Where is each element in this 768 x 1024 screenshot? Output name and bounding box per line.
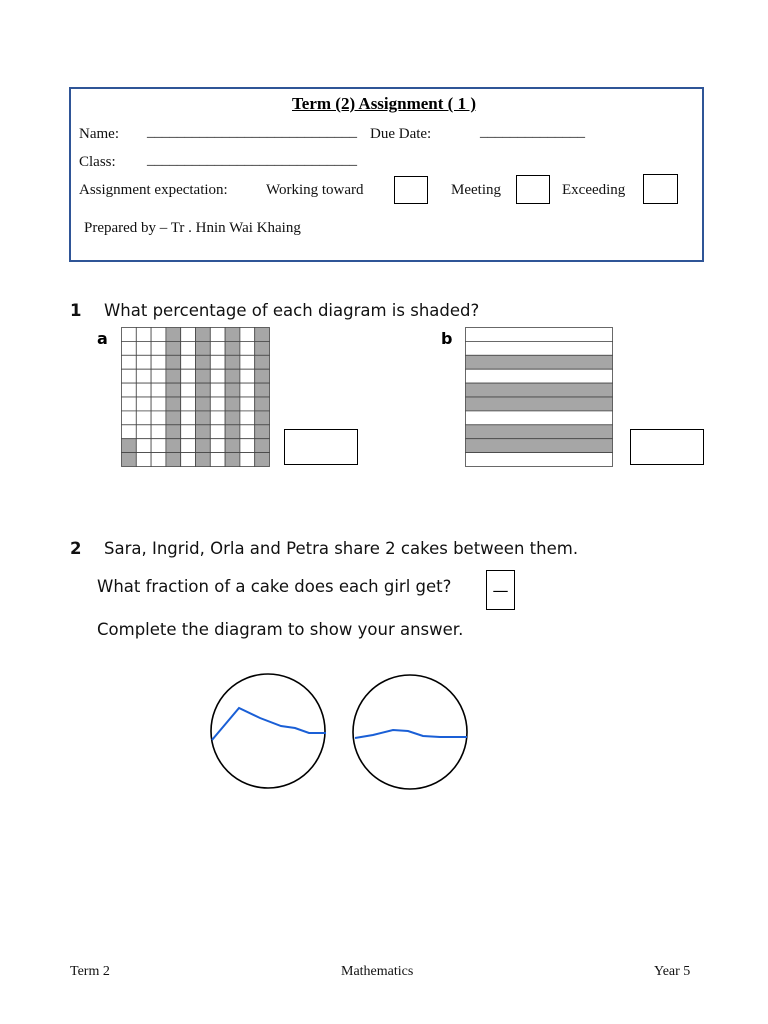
grid-a-cell	[151, 383, 166, 397]
grid-a-cell	[240, 355, 255, 369]
grid-a-cell	[181, 341, 196, 355]
grid-a-cell	[240, 369, 255, 383]
grid-a-cell	[240, 411, 255, 425]
grid-a-cell	[151, 341, 166, 355]
grid-a-cell	[225, 355, 240, 369]
grid-a-cell	[255, 453, 270, 467]
grid-a-cell	[210, 341, 225, 355]
due-date-field[interactable]: ______________	[480, 124, 585, 140]
grid-a-cell	[136, 369, 151, 383]
question-1-number: 1	[70, 301, 82, 320]
grid-a-cell	[181, 453, 196, 467]
grid-a-cell	[240, 341, 255, 355]
grid-a-cell	[151, 439, 166, 453]
grid-a-cell	[196, 397, 211, 411]
grid-a-cell	[196, 425, 211, 439]
grid-a-cell	[136, 411, 151, 425]
question-2	[70, 539, 578, 558]
grid-a-cell	[210, 397, 225, 411]
grid-a-cell	[196, 411, 211, 425]
class-label: Class:	[79, 154, 116, 170]
grid-a-cell	[240, 453, 255, 467]
expectation-label: Assignment expectation:	[79, 182, 228, 198]
grid-a-cell	[210, 425, 225, 439]
grid-a-cell	[181, 397, 196, 411]
grid-a-cell	[225, 397, 240, 411]
grid-a-cell	[255, 425, 270, 439]
grid-a-cell	[181, 369, 196, 383]
grid-a-cell	[196, 439, 211, 453]
grid-a-cell	[240, 383, 255, 397]
footer-subject: Mathematics	[341, 964, 414, 979]
cake-1-circle[interactable]	[211, 674, 325, 788]
grid-a-cell	[210, 411, 225, 425]
question-1-text: What percentage of each diagram is shaded?	[103, 301, 480, 320]
grid-a-cell	[166, 453, 181, 467]
name-field[interactable]: ____________________________	[147, 124, 357, 140]
grid-a-cell	[255, 439, 270, 453]
question-2-instruction: Complete the diagram to show your answer.	[97, 620, 464, 639]
grid-a-cell	[166, 397, 181, 411]
grid-a-cell	[122, 397, 137, 411]
grid-a-cell	[122, 341, 137, 355]
grid-a-cell	[166, 369, 181, 383]
grid-a-cell	[166, 425, 181, 439]
expectation-working-toward-label: Working toward	[266, 182, 364, 198]
grid-a-cell	[136, 453, 151, 467]
question-1	[70, 301, 479, 320]
grid-a-cell	[136, 383, 151, 397]
grid-a-cell	[196, 355, 211, 369]
stripe-b-row	[466, 328, 613, 342]
grid-a-cell	[122, 383, 137, 397]
grid-a-cell	[196, 328, 211, 342]
prepared-by: Prepared by – Tr . Hnin Wai Khaing	[84, 220, 301, 236]
footer-term: Term 2	[70, 964, 110, 979]
grid-a-cell	[166, 355, 181, 369]
grid-a-cell	[136, 341, 151, 355]
grid-a-cell	[255, 328, 270, 342]
grid-a-cell	[166, 383, 181, 397]
grid-a-cell	[166, 341, 181, 355]
stripe-b-row	[466, 411, 613, 425]
stripe-b-row	[466, 397, 613, 411]
grid-a-cell	[181, 425, 196, 439]
grid-a-cell	[136, 397, 151, 411]
question-2-text: Sara, Ingrid, Orla and Petra share 2 cakes between them.	[103, 539, 579, 558]
grid-a-cell	[240, 439, 255, 453]
grid-a-cell	[225, 439, 240, 453]
grid-a-cell	[151, 355, 166, 369]
assignment-title: Term (2) Assignment ( 1 )	[292, 94, 476, 113]
grid-a-cell	[240, 425, 255, 439]
grid-a-cell	[122, 439, 137, 453]
grid-a-cell	[210, 328, 225, 342]
grid-a-cell	[122, 355, 137, 369]
stripe-b-row	[466, 341, 613, 355]
stripe-b-row	[466, 383, 613, 397]
grid-a-cell	[181, 355, 196, 369]
grid-a-cell	[225, 341, 240, 355]
grid-a-cell	[122, 453, 137, 467]
grid-a-cell	[255, 397, 270, 411]
meeting-checkbox[interactable]	[516, 175, 550, 204]
cake-1-pen-line	[212, 708, 326, 740]
stripe-b-row	[466, 425, 613, 439]
grid-a-cell	[181, 411, 196, 425]
grid-a-cell	[122, 411, 137, 425]
stripe-b-row	[466, 355, 613, 369]
question-2-number: 2	[70, 539, 82, 558]
grid-a-cell	[122, 369, 137, 383]
fraction-answer-box[interactable]	[486, 570, 515, 610]
stripe-b-rows	[466, 328, 613, 467]
grid-a-cell	[151, 397, 166, 411]
grid-a-cell	[225, 425, 240, 439]
stripe-diagram-b	[465, 327, 614, 468]
working-toward-checkbox[interactable]	[394, 176, 428, 204]
due-date-label: Due Date:	[370, 126, 432, 142]
grid-a-cell	[166, 328, 181, 342]
expectation-meeting-label: Meeting	[451, 182, 501, 198]
grid-a-cell	[136, 328, 151, 342]
part-a-label: a	[97, 329, 108, 348]
grid-a-cell	[225, 453, 240, 467]
grid-a-cell	[210, 369, 225, 383]
cake-diagram	[205, 672, 475, 792]
grid-a-cell	[210, 439, 225, 453]
stripe-b-row	[466, 439, 613, 453]
grid-a-cell	[166, 411, 181, 425]
grid-a-cell	[181, 328, 196, 342]
grid-a-cell	[151, 328, 166, 342]
grid-a-cell	[196, 453, 211, 467]
grid-a-cell	[240, 397, 255, 411]
answer-box-a[interactable]	[284, 429, 358, 465]
grid-a-cell	[166, 439, 181, 453]
cake-2-pen-line	[355, 730, 467, 738]
expectation-exceeding-label: Exceeding	[562, 182, 626, 198]
grid-a-cell	[210, 453, 225, 467]
footer-year: Year 5	[654, 964, 691, 979]
grid-a-cell	[136, 355, 151, 369]
grid-a-cell	[136, 439, 151, 453]
answer-box-b[interactable]	[630, 429, 704, 465]
grid-a-cell	[181, 383, 196, 397]
stripe-b-row	[466, 453, 613, 467]
grid-a-cell	[225, 328, 240, 342]
exceeding-checkbox[interactable]	[643, 174, 678, 204]
fraction-bar: —	[492, 580, 509, 600]
grid-a-cell	[225, 411, 240, 425]
question-2-prompt: What fraction of a cake does each girl get?	[97, 577, 452, 596]
grid-a-cell	[151, 411, 166, 425]
grid-a-cell	[151, 453, 166, 467]
grid-a-cell	[255, 355, 270, 369]
part-b-label: b	[441, 329, 453, 348]
grid-a-cells	[122, 328, 270, 467]
grid-a-cell	[122, 425, 137, 439]
grid-a-cell	[210, 383, 225, 397]
grid-a-cell	[196, 341, 211, 355]
name-label: Name:	[79, 126, 119, 142]
grid-a-cell	[255, 383, 270, 397]
class-field[interactable]: ____________________________	[147, 152, 357, 168]
grid-a-cell	[225, 369, 240, 383]
grid-a-cell	[255, 369, 270, 383]
grid-a-cell	[136, 425, 151, 439]
grid-a-cell	[255, 341, 270, 355]
grid-a-cell	[181, 439, 196, 453]
grid-a-cell	[240, 328, 255, 342]
grid-a-cell	[151, 425, 166, 439]
grid-diagram-a	[121, 327, 271, 468]
grid-a-cell	[122, 328, 137, 342]
grid-a-cell	[225, 383, 240, 397]
grid-a-cell	[255, 411, 270, 425]
grid-a-cell	[151, 369, 166, 383]
grid-a-cell	[210, 355, 225, 369]
stripe-b-row	[466, 369, 613, 383]
grid-a-cell	[196, 369, 211, 383]
grid-a-cell	[196, 383, 211, 397]
